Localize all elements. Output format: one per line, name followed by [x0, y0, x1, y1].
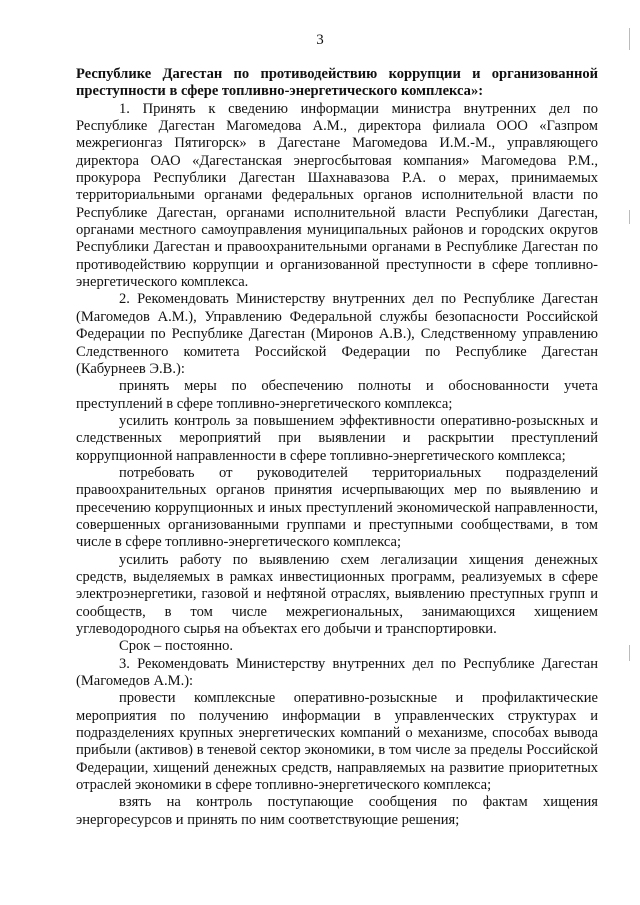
paragraph-subitem: принять меры по обеспечению полноты и обоснованности учета преступлений в сфере топливно-энергетического комплекса;: [76, 378, 598, 412]
scan-margin-mark: [629, 28, 630, 50]
paragraph-item-2: 2. Рекомендовать Министерству внутренних дел по Республике Дагестан (Магомедов А.М.), Управлению Федеральной службы безопасности Российской Федерации по Республике Дагестан (Миронов А.В.), Следственному управлению Следственного комитета Российской Федерации по Республике Дагестан (Кабурнеев Э.В.):: [76, 291, 598, 377]
paragraph-subitem: провести комплексные оперативно-розыскные и профилактические мероприятия по получению информации в управленческих структурах и подразделениях крупных энергетических компаний о механизме, способах вывода прибыли (активов) в теневой сектор экономики, в том числе за пределы Российской Федерации, хищений денежных средств, направляемых на развитие приоритетных отраслей экономики в сфере топливно-энергетического комплекса;: [76, 690, 598, 794]
resolution-title-continuation: Республике Дагестан по противодействию коррупции и организованной преступности в сфере топливно-энергетического комплекса»:: [76, 66, 598, 100]
paragraph-item-3: 3. Рекомендовать Министерству внутренних дел по Республике Дагестан (Магомедов А.М.):: [76, 655, 598, 690]
scan-margin-mark: [629, 645, 630, 661]
paragraph-item-1: 1. Принять к сведению информации министра внутренних дел по Республике Дагестан Магомедова А.М., директора филиала ООО «Газпром межрегионгаз Пятигорск» в Дагестане Магомедова И.М.-М., управляющего директора ОАО «Дагестанская энергосбытовая компания» Магомедова Р.М., прокурора Республики Дагестан Шахнавазова Р.А. о мерах, принимаемых территориальными органами федеральных органов исполнительной власти по Республике Дагестан, органами исполнительной власти Республики Дагестан, органами местного самоуправления муниципальных районов и городских округов Республики Дагестан и правоохранительными органами в Республике Дагестан по противодействию коррупции и организованной преступности в сфере топливно-энергетического комплекса.: [76, 100, 598, 291]
deadline-line: Срок – постоянно.: [119, 638, 234, 655]
scan-margin-mark: [629, 210, 630, 224]
document-body: [76, 66, 598, 829]
paragraph-subitem: потребовать от руководителей территориальных подразделений правоохранительных органов принятия исчерпывающих мер по выявлению и пресечению коррупционных и иных преступлений экономической направленности, совершенных организованными группами и преступными сообществами, в том числе в сфере топливно-энергетического комплекса;: [76, 464, 598, 551]
paragraph-subitem: усилить работу по выявлению схем легализации хищения денежных средств, выделяемых в рамках инвестиционных программ, реализуемых в сфере электроэнергетики, газовой и нефтяной отраслях, выявлению преступных групп и сообществ, в том числе межрегиональных, занимающихся хищением углеводородного сырья на объектах его добычи и транспортировки.: [76, 551, 598, 637]
paragraph-subitem: усилить контроль за повышением эффективности оперативно-розыскных и следственных мероприятий при выявлении и раскрытии преступлений коррупционной направленности в сфере топливно-энергетического комплекса;: [76, 412, 598, 464]
page-number: 3: [316, 32, 324, 48]
paragraph-subitem: взять на контроль поступающие сообщения по фактам хищения энергоресурсов и принять по ним соответствующие решения;: [76, 794, 598, 828]
